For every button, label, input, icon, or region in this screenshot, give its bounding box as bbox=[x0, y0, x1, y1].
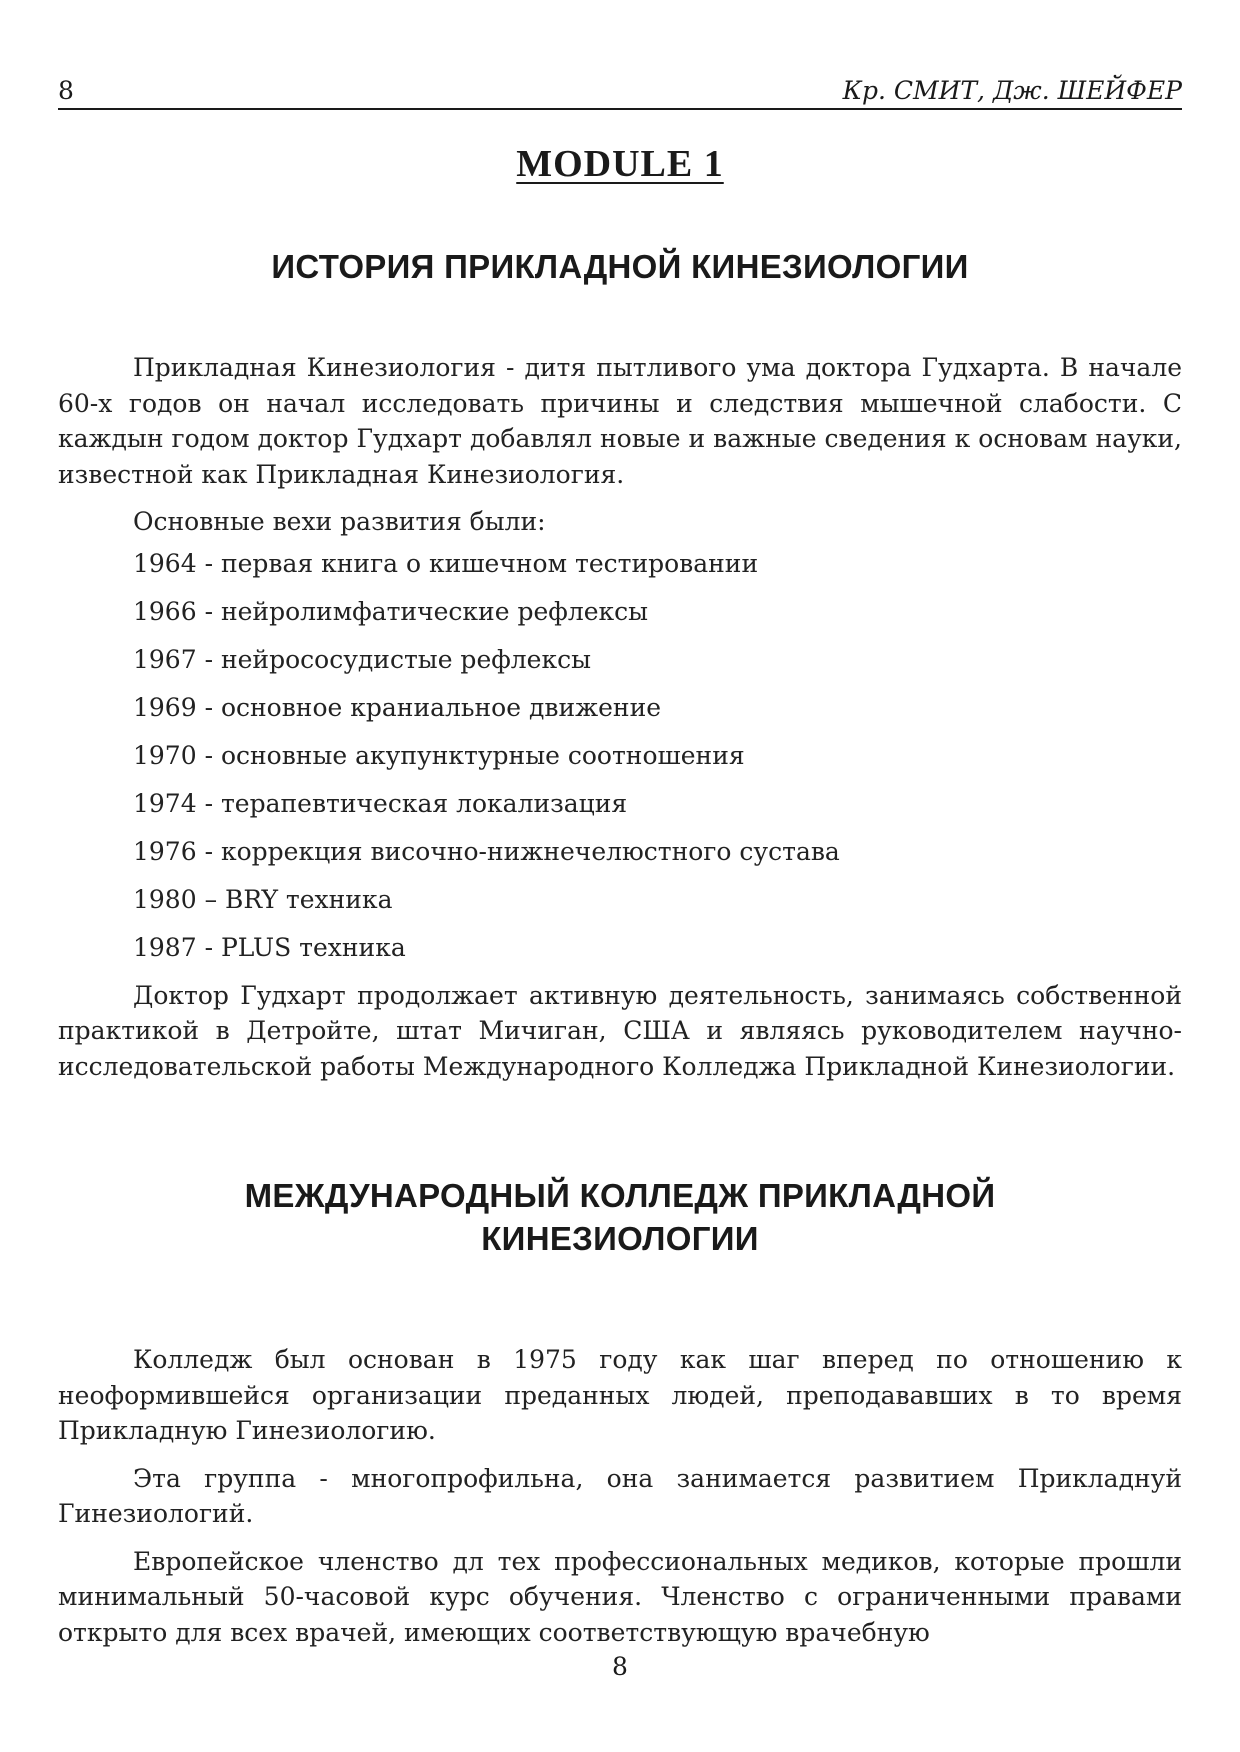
paragraph-closing: Доктор Гудхарт продолжает активную деятельность, занимаясь собственной практикой в Детройте, штат Мичиган, США и являясь руководителем научно-исследовательской работы Международного Колледжа Прикладной Кинезиологии. bbox=[58, 980, 1182, 1081]
list-item: 1976 - коррекция височно-нижнечелюстного сустава bbox=[133, 836, 840, 866]
paragraph: Европейское членство дл тех профессиональных медиков, которые прошли минимальный 50-часовой курс обучения. Членство с ограниченными правами открыто для всех врачей, имеющих соответствующую врачебную bbox=[58, 1546, 1182, 1647]
list-item: 1974 - терапевтическая локализация bbox=[133, 788, 628, 818]
list-item: 1980 – BRY техника bbox=[133, 884, 393, 914]
footer-page-number: 8 bbox=[612, 1652, 628, 1681]
list-item: 1964 - первая книга о кишечном тестировании bbox=[133, 548, 759, 578]
section-heading-history: ИСТОРИЯ ПРИКЛАДНОЙ КИНЕЗИОЛОГИИ bbox=[271, 248, 969, 285]
list-item: 1987 - PLUS техника bbox=[133, 932, 406, 962]
milestones-list bbox=[58, 540, 1182, 972]
list-item: 1966 - нейролимфатические рефлексы bbox=[133, 596, 649, 626]
paragraph-intro: Прикладная Кинезиология - дитя пытливого ума доктора Гудхарта. В начале 60-х годов он начал исследовать причины и следствия мышечной слабости. С каждын годом доктор Гудхарт добавлял новые и важные сведения к основам науки, известной как Прикладная Кинезиология. bbox=[58, 353, 1182, 489]
section-college-body bbox=[58, 1342, 1182, 1650]
section-heading-line: КИНЕЗИОЛОГИИ bbox=[481, 1220, 759, 1257]
section-heading-line: МЕЖДУНАРОДНЫЙ КОЛЛЕДЖ ПРИКЛАДНОЙ bbox=[244, 1177, 996, 1214]
list-item: 1970 - основные акупунктурные соотношения bbox=[133, 740, 745, 770]
running-header bbox=[58, 76, 1182, 110]
paragraph: Колледж был основан в 1975 году как шаг вперед по отношению к неоформившейся организации преданных людей, преподававших в то время Прикладную Гинезиологию. bbox=[58, 1345, 1182, 1445]
module-title-text: MODULE 1 bbox=[516, 143, 724, 185]
section-heading-college bbox=[120, 1174, 1120, 1260]
paragraph-milestones-intro: Основные вехи развития были: bbox=[133, 507, 546, 536]
section-history-body bbox=[58, 350, 1182, 1084]
list-item: 1967 - нейрососудистые рефлексы bbox=[133, 644, 592, 674]
module-title bbox=[0, 142, 1240, 186]
paragraph: Эта группа - многопрофильна, она занимается развитием Прикладнуй Гинезиологий. bbox=[58, 1463, 1182, 1528]
list-item: 1969 - основное краниальное движение bbox=[133, 692, 662, 722]
header-page-number: 8 bbox=[58, 76, 74, 105]
header-authors: Кр. СМИТ, Дж. ШЕЙФЕР bbox=[842, 76, 1182, 105]
